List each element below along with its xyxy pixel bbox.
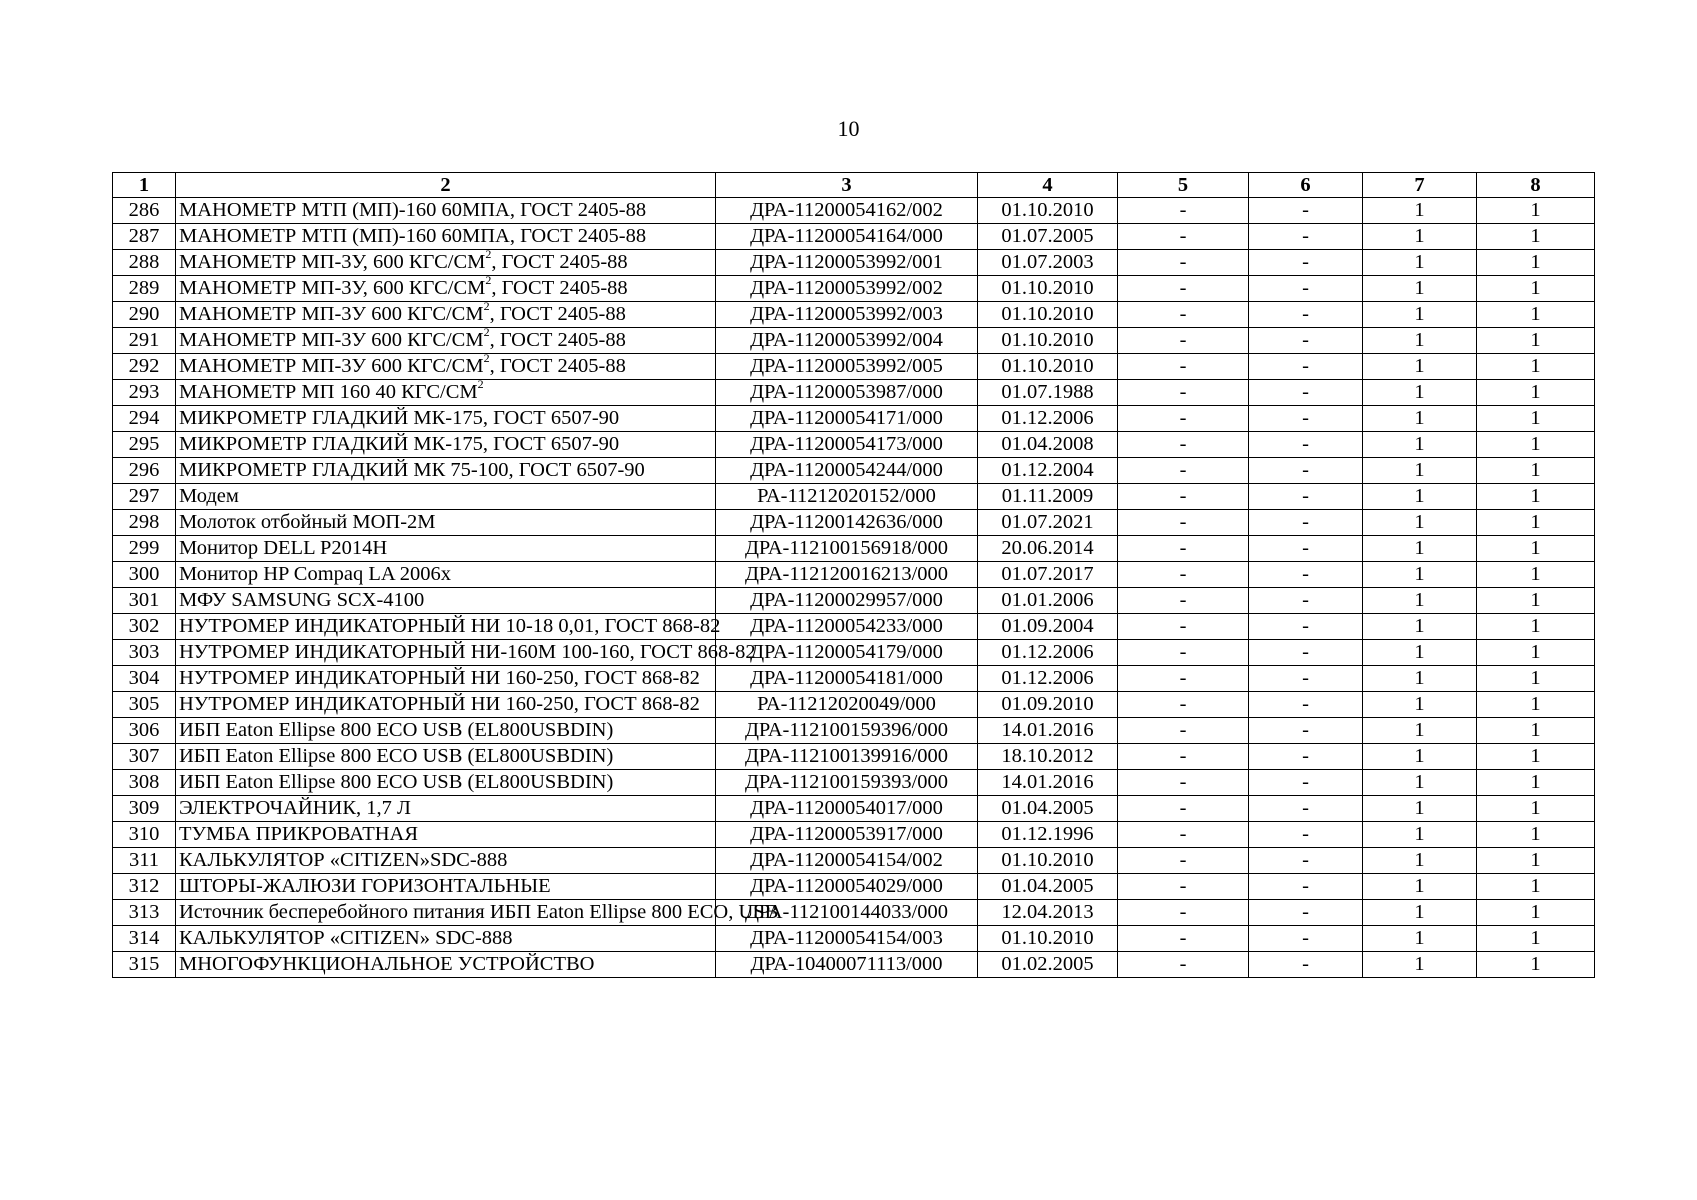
table-row	[113, 198, 1595, 224]
item-name: Монитор HP Compaq LA 2006x	[176, 562, 716, 588]
table-row	[113, 666, 1595, 692]
column-7-value: 1	[1363, 198, 1477, 224]
table-row	[113, 510, 1595, 536]
column-6-value: -	[1249, 328, 1363, 354]
column-8-value: 1	[1477, 510, 1595, 536]
table-row	[113, 874, 1595, 900]
item-name	[176, 351, 716, 380]
item-name: МИКРОМЕТР ГЛАДКИЙ МК-175, ГОСТ 6507-90	[176, 432, 716, 458]
item-name: Монитор DELL P2014H	[176, 536, 716, 562]
row-number: 292	[113, 354, 176, 380]
item-name-suffix: , ГОСТ 2405-88	[489, 355, 626, 377]
column-6-value: -	[1249, 614, 1363, 640]
column-header-8: 8	[1477, 173, 1595, 198]
table-row	[113, 848, 1595, 874]
column-6-value: -	[1249, 302, 1363, 328]
item-name-superscript: 2	[485, 273, 492, 288]
item-name: Источник бесперебойного питания ИБП Eaton Ellipse 800 ECO, USB	[176, 900, 716, 926]
table-row	[113, 614, 1595, 640]
date: 18.10.2012	[978, 744, 1118, 770]
item-name-text: МАНОМЕТР МП-3У 600 КГС/СМ	[179, 329, 484, 351]
table-row	[113, 770, 1595, 796]
table-row	[113, 302, 1595, 328]
row-number: 293	[113, 380, 176, 406]
date: 01.02.2005	[978, 952, 1118, 978]
row-number: 314	[113, 926, 176, 952]
column-5-value: -	[1118, 614, 1249, 640]
column-7-value: 1	[1363, 276, 1477, 302]
inventory-code: ДРА-112100159393/000	[716, 770, 978, 796]
column-5-value: -	[1118, 432, 1249, 458]
item-name: МАНОМЕТР МТП (МП)-160 60МПА, ГОСТ 2405-88	[176, 224, 716, 250]
table-row	[113, 692, 1595, 718]
inventory-code: ДРА-11200054029/000	[716, 874, 978, 900]
column-6-value: -	[1249, 380, 1363, 406]
column-6-value: -	[1249, 406, 1363, 432]
column-8-value: 1	[1477, 562, 1595, 588]
inventory-code: ДРА-11200053917/000	[716, 822, 978, 848]
column-5-value: -	[1118, 406, 1249, 432]
page-number: 10	[837, 116, 860, 141]
header-row	[113, 173, 1595, 198]
column-5-value: -	[1118, 380, 1249, 406]
inventory-code: ДРА-11200054154/003	[716, 926, 978, 952]
table-row	[113, 406, 1595, 432]
column-6-value: -	[1249, 692, 1363, 718]
column-8-value: 1	[1477, 250, 1595, 276]
column-7-value: 1	[1363, 302, 1477, 328]
column-5-value: -	[1118, 744, 1249, 770]
table-row	[113, 354, 1595, 380]
inventory-code: ДРА-11200053987/000	[716, 380, 978, 406]
row-number: 310	[113, 822, 176, 848]
column-8-value: 1	[1477, 952, 1595, 978]
table-row	[113, 588, 1595, 614]
inventory-code: ДРА-11200053992/002	[716, 276, 978, 302]
row-number: 304	[113, 666, 176, 692]
column-header-4: 4	[978, 173, 1118, 198]
column-5-value: -	[1118, 276, 1249, 302]
item-name: НУТРОМЕР ИНДИКАТОРНЫЙ НИ 160-250, ГОСТ 868-82	[176, 666, 716, 692]
column-6-value: -	[1249, 874, 1363, 900]
column-8-value: 1	[1477, 328, 1595, 354]
column-6-value: -	[1249, 250, 1363, 276]
column-6-value: -	[1249, 796, 1363, 822]
row-number: 308	[113, 770, 176, 796]
date: 01.07.2005	[978, 224, 1118, 250]
table-row	[113, 640, 1595, 666]
column-7-value: 1	[1363, 328, 1477, 354]
column-5-value: -	[1118, 900, 1249, 926]
column-7-value: 1	[1363, 536, 1477, 562]
item-name: МФУ SAMSUNG SCX-4100	[176, 588, 716, 614]
inventory-code: ДРА-11200054181/000	[716, 666, 978, 692]
column-7-value: 1	[1363, 562, 1477, 588]
column-7-value: 1	[1363, 588, 1477, 614]
column-8-value: 1	[1477, 354, 1595, 380]
inventory-code: ДРА-11200142636/000	[716, 510, 978, 536]
row-number: 289	[113, 276, 176, 302]
item-name-text: МАНОМЕТР МП-3У, 600 КГС/СМ	[179, 251, 486, 273]
inventory-code: ДРА-11200053992/004	[716, 328, 978, 354]
date: 01.12.2006	[978, 406, 1118, 432]
table-row	[113, 224, 1595, 250]
item-name: ИБП Eaton Ellipse 800 ECO USB (EL800USBDIN)	[176, 770, 716, 796]
item-name: НУТРОМЕР ИНДИКАТОРНЫЙ НИ 160-250, ГОСТ 868-82	[176, 692, 716, 718]
date: 01.09.2010	[978, 692, 1118, 718]
table-row	[113, 926, 1595, 952]
row-number: 286	[113, 198, 176, 224]
row-number: 297	[113, 484, 176, 510]
inventory-code: ДРА-112120016213/000	[716, 562, 978, 588]
column-6-value: -	[1249, 484, 1363, 510]
table-row	[113, 796, 1595, 822]
column-8-value: 1	[1477, 744, 1595, 770]
inventory-code: ДРА-11200054171/000	[716, 406, 978, 432]
item-name: МАНОМЕТР МТП (МП)-160 60МПА, ГОСТ 2405-88	[176, 198, 716, 224]
inventory-code: РА-11212020152/000	[716, 484, 978, 510]
table-body	[113, 198, 1595, 978]
row-number: 306	[113, 718, 176, 744]
date: 20.06.2014	[978, 536, 1118, 562]
column-5-value: -	[1118, 822, 1249, 848]
column-8-value: 1	[1477, 302, 1595, 328]
column-5-value: -	[1118, 848, 1249, 874]
column-7-value: 1	[1363, 354, 1477, 380]
column-6-value: -	[1249, 588, 1363, 614]
row-number: 294	[113, 406, 176, 432]
column-5-value: -	[1118, 796, 1249, 822]
column-8-value: 1	[1477, 900, 1595, 926]
column-8-value: 1	[1477, 458, 1595, 484]
column-7-value: 1	[1363, 380, 1477, 406]
column-5-value: -	[1118, 588, 1249, 614]
date: 14.01.2016	[978, 770, 1118, 796]
row-number: 303	[113, 640, 176, 666]
column-5-value: -	[1118, 952, 1249, 978]
row-number: 287	[113, 224, 176, 250]
column-header-6: 6	[1249, 173, 1363, 198]
date: 01.09.2004	[978, 614, 1118, 640]
table-row	[113, 536, 1595, 562]
column-header-5: 5	[1118, 173, 1249, 198]
column-5-value: -	[1118, 302, 1249, 328]
item-name-text: МАНОМЕТР МП-3У 600 КГС/СМ	[179, 355, 484, 377]
date: 01.04.2005	[978, 874, 1118, 900]
date: 01.12.2004	[978, 458, 1118, 484]
date: 12.04.2013	[978, 900, 1118, 926]
column-5-value: -	[1118, 666, 1249, 692]
item-name: Молоток отбойный МОП-2М	[176, 510, 716, 536]
column-6-value: -	[1249, 926, 1363, 952]
item-name: МНОГОФУНКЦИОНАЛЬНОЕ УСТРОЙСТВО	[176, 952, 716, 978]
item-name-superscript: 2	[477, 377, 484, 392]
row-number: 301	[113, 588, 176, 614]
column-7-value: 1	[1363, 250, 1477, 276]
row-number: 311	[113, 848, 176, 874]
column-6-value: -	[1249, 718, 1363, 744]
column-header-3: 3	[716, 173, 978, 198]
column-7-value: 1	[1363, 432, 1477, 458]
item-name	[176, 325, 716, 354]
table-row	[113, 250, 1595, 276]
date: 01.12.1996	[978, 822, 1118, 848]
column-8-value: 1	[1477, 484, 1595, 510]
row-number: 288	[113, 250, 176, 276]
column-7-value: 1	[1363, 510, 1477, 536]
item-name	[176, 247, 716, 276]
item-name-superscript: 2	[483, 299, 490, 314]
date: 01.12.2006	[978, 666, 1118, 692]
table-row	[113, 276, 1595, 302]
column-7-value: 1	[1363, 224, 1477, 250]
table-row	[113, 328, 1595, 354]
item-name: ЭЛЕКТРОЧАЙНИК, 1,7 Л	[176, 796, 716, 822]
column-5-value: -	[1118, 354, 1249, 380]
inventory-code: ДРА-11200054233/000	[716, 614, 978, 640]
column-6-value: -	[1249, 536, 1363, 562]
row-number: 299	[113, 536, 176, 562]
column-6-value: -	[1249, 822, 1363, 848]
item-name-suffix: , ГОСТ 2405-88	[489, 329, 626, 351]
column-5-value: -	[1118, 458, 1249, 484]
item-name-superscript: 2	[483, 325, 490, 340]
column-5-value: -	[1118, 692, 1249, 718]
column-6-value: -	[1249, 900, 1363, 926]
row-number: 307	[113, 744, 176, 770]
column-7-value: 1	[1363, 822, 1477, 848]
column-6-value: -	[1249, 744, 1363, 770]
date: 01.10.2010	[978, 198, 1118, 224]
column-6-value: -	[1249, 640, 1363, 666]
column-8-value: 1	[1477, 198, 1595, 224]
column-5-value: -	[1118, 536, 1249, 562]
inventory-code: ДРА-11200054164/000	[716, 224, 978, 250]
column-5-value: -	[1118, 250, 1249, 276]
column-5-value: -	[1118, 484, 1249, 510]
column-5-value: -	[1118, 328, 1249, 354]
column-6-value: -	[1249, 458, 1363, 484]
table-row	[113, 562, 1595, 588]
date: 01.07.2017	[978, 562, 1118, 588]
table-row	[113, 432, 1595, 458]
inventory-code: ДРА-11200054179/000	[716, 640, 978, 666]
column-6-value: -	[1249, 510, 1363, 536]
item-name	[176, 377, 716, 406]
column-7-value: 1	[1363, 848, 1477, 874]
item-name-text: МАНОМЕТР МП-3У 600 КГС/СМ	[179, 303, 484, 325]
inventory-code: ДРА-112100159396/000	[716, 718, 978, 744]
column-5-value: -	[1118, 510, 1249, 536]
inventory-code: ДРА-112100144033/000	[716, 900, 978, 926]
column-5-value: -	[1118, 224, 1249, 250]
inventory-code: ДРА-11200054017/000	[716, 796, 978, 822]
column-8-value: 1	[1477, 432, 1595, 458]
column-8-value: 1	[1477, 614, 1595, 640]
column-8-value: 1	[1477, 224, 1595, 250]
column-7-value: 1	[1363, 614, 1477, 640]
item-name: ИБП Eaton Ellipse 800 ECO USB (EL800USBDIN)	[176, 744, 716, 770]
item-name: МИКРОМЕТР ГЛАДКИЙ МК-175, ГОСТ 6507-90	[176, 406, 716, 432]
item-name: ТУМБА ПРИКРОВАТНАЯ	[176, 822, 716, 848]
item-name: НУТРОМЕР ИНДИКАТОРНЫЙ НИ-160М 100-160, ГОСТ 868-82	[176, 640, 716, 666]
row-number: 291	[113, 328, 176, 354]
date: 01.11.2009	[978, 484, 1118, 510]
item-name-superscript: 2	[485, 247, 492, 262]
column-8-value: 1	[1477, 276, 1595, 302]
date: 01.10.2010	[978, 302, 1118, 328]
column-8-value: 1	[1477, 692, 1595, 718]
column-7-value: 1	[1363, 458, 1477, 484]
column-5-value: -	[1118, 562, 1249, 588]
column-7-value: 1	[1363, 744, 1477, 770]
row-number: 295	[113, 432, 176, 458]
column-6-value: -	[1249, 848, 1363, 874]
inventory-code: ДРА-11200053992/005	[716, 354, 978, 380]
row-number: 313	[113, 900, 176, 926]
date: 01.12.2006	[978, 640, 1118, 666]
column-5-value: -	[1118, 640, 1249, 666]
table-row	[113, 718, 1595, 744]
row-number: 312	[113, 874, 176, 900]
item-name: КАЛЬКУЛЯТОР «CITIZEN» SDC-888	[176, 926, 716, 952]
column-8-value: 1	[1477, 796, 1595, 822]
column-8-value: 1	[1477, 640, 1595, 666]
column-7-value: 1	[1363, 666, 1477, 692]
column-header-1: 1	[113, 173, 176, 198]
date: 01.07.2003	[978, 250, 1118, 276]
column-7-value: 1	[1363, 796, 1477, 822]
column-6-value: -	[1249, 770, 1363, 796]
column-6-value: -	[1249, 276, 1363, 302]
column-8-value: 1	[1477, 380, 1595, 406]
row-number: 302	[113, 614, 176, 640]
inventory-code: ДРА-11200054154/002	[716, 848, 978, 874]
column-8-value: 1	[1477, 406, 1595, 432]
table-row	[113, 380, 1595, 406]
column-7-value: 1	[1363, 692, 1477, 718]
column-6-value: -	[1249, 198, 1363, 224]
date: 01.07.1988	[978, 380, 1118, 406]
item-name-suffix: , ГОСТ 2405-88	[491, 277, 628, 299]
column-7-value: 1	[1363, 770, 1477, 796]
column-7-value: 1	[1363, 900, 1477, 926]
column-8-value: 1	[1477, 588, 1595, 614]
column-7-value: 1	[1363, 926, 1477, 952]
inventory-code: ДРА-11200054162/002	[716, 198, 978, 224]
table-row	[113, 952, 1595, 978]
column-6-value: -	[1249, 666, 1363, 692]
item-name: НУТРОМЕР ИНДИКАТОРНЫЙ НИ 10-18 0,01, ГОСТ 868-82	[176, 614, 716, 640]
inventory-code: ДРА-11200029957/000	[716, 588, 978, 614]
table-row	[113, 744, 1595, 770]
column-5-value: -	[1118, 718, 1249, 744]
inventory-code: РА-11212020049/000	[716, 692, 978, 718]
inventory-code: ДРА-11200053992/001	[716, 250, 978, 276]
column-8-value: 1	[1477, 770, 1595, 796]
date: 01.01.2006	[978, 588, 1118, 614]
item-name-text: МАНОМЕТР МП 160 40 КГС/СМ	[179, 381, 478, 403]
column-7-value: 1	[1363, 718, 1477, 744]
column-6-value: -	[1249, 562, 1363, 588]
column-7-value: 1	[1363, 640, 1477, 666]
column-8-value: 1	[1477, 718, 1595, 744]
column-6-value: -	[1249, 952, 1363, 978]
date: 14.01.2016	[978, 718, 1118, 744]
item-name: МИКРОМЕТР ГЛАДКИЙ МК 75-100, ГОСТ 6507-90	[176, 458, 716, 484]
column-8-value: 1	[1477, 874, 1595, 900]
column-8-value: 1	[1477, 666, 1595, 692]
item-name	[176, 299, 716, 328]
column-8-value: 1	[1477, 926, 1595, 952]
column-8-value: 1	[1477, 848, 1595, 874]
date: 01.10.2010	[978, 354, 1118, 380]
date: 01.10.2010	[978, 848, 1118, 874]
item-name-superscript: 2	[483, 351, 490, 366]
item-name	[176, 273, 716, 302]
table-row	[113, 458, 1595, 484]
item-name: ИБП Eaton Ellipse 800 ECO USB (EL800USBDIN)	[176, 718, 716, 744]
column-6-value: -	[1249, 354, 1363, 380]
item-name-suffix: , ГОСТ 2405-88	[489, 303, 626, 325]
row-number: 290	[113, 302, 176, 328]
item-name: КАЛЬКУЛЯТОР «CITIZEN»SDC-888	[176, 848, 716, 874]
item-name-text: МАНОМЕТР МП-3У, 600 КГС/СМ	[179, 277, 486, 299]
column-5-value: -	[1118, 198, 1249, 224]
row-number: 298	[113, 510, 176, 536]
row-number: 309	[113, 796, 176, 822]
inventory-code: ДРА-10400071113/000	[716, 952, 978, 978]
item-name-suffix: , ГОСТ 2405-88	[491, 251, 628, 273]
row-number: 300	[113, 562, 176, 588]
inventory-code: ДРА-112100156918/000	[716, 536, 978, 562]
inventory-code: ДРА-11200054244/000	[716, 458, 978, 484]
row-number: 305	[113, 692, 176, 718]
date: 01.04.2005	[978, 796, 1118, 822]
row-number: 296	[113, 458, 176, 484]
column-5-value: -	[1118, 874, 1249, 900]
column-5-value: -	[1118, 926, 1249, 952]
date: 01.10.2010	[978, 276, 1118, 302]
column-header-7: 7	[1363, 173, 1477, 198]
column-header-2: 2	[176, 173, 716, 198]
column-7-value: 1	[1363, 484, 1477, 510]
item-name: Модем	[176, 484, 716, 510]
column-8-value: 1	[1477, 536, 1595, 562]
inventory-code: ДРА-11200054173/000	[716, 432, 978, 458]
date: 01.10.2010	[978, 328, 1118, 354]
table-row	[113, 822, 1595, 848]
column-7-value: 1	[1363, 874, 1477, 900]
column-6-value: -	[1249, 432, 1363, 458]
column-5-value: -	[1118, 770, 1249, 796]
table-row	[113, 900, 1595, 926]
date: 01.04.2008	[978, 432, 1118, 458]
table-row	[113, 484, 1595, 510]
column-7-value: 1	[1363, 952, 1477, 978]
column-7-value: 1	[1363, 406, 1477, 432]
item-name: ШТОРЫ-ЖАЛЮЗИ ГОРИЗОНТАЛЬНЫЕ	[176, 874, 716, 900]
inventory-code: ДРА-112100139916/000	[716, 744, 978, 770]
column-6-value: -	[1249, 224, 1363, 250]
column-8-value: 1	[1477, 822, 1595, 848]
date: 01.10.2010	[978, 926, 1118, 952]
row-number: 315	[113, 952, 176, 978]
inventory-table	[112, 172, 1595, 978]
inventory-code: ДРА-11200053992/003	[716, 302, 978, 328]
date: 01.07.2021	[978, 510, 1118, 536]
